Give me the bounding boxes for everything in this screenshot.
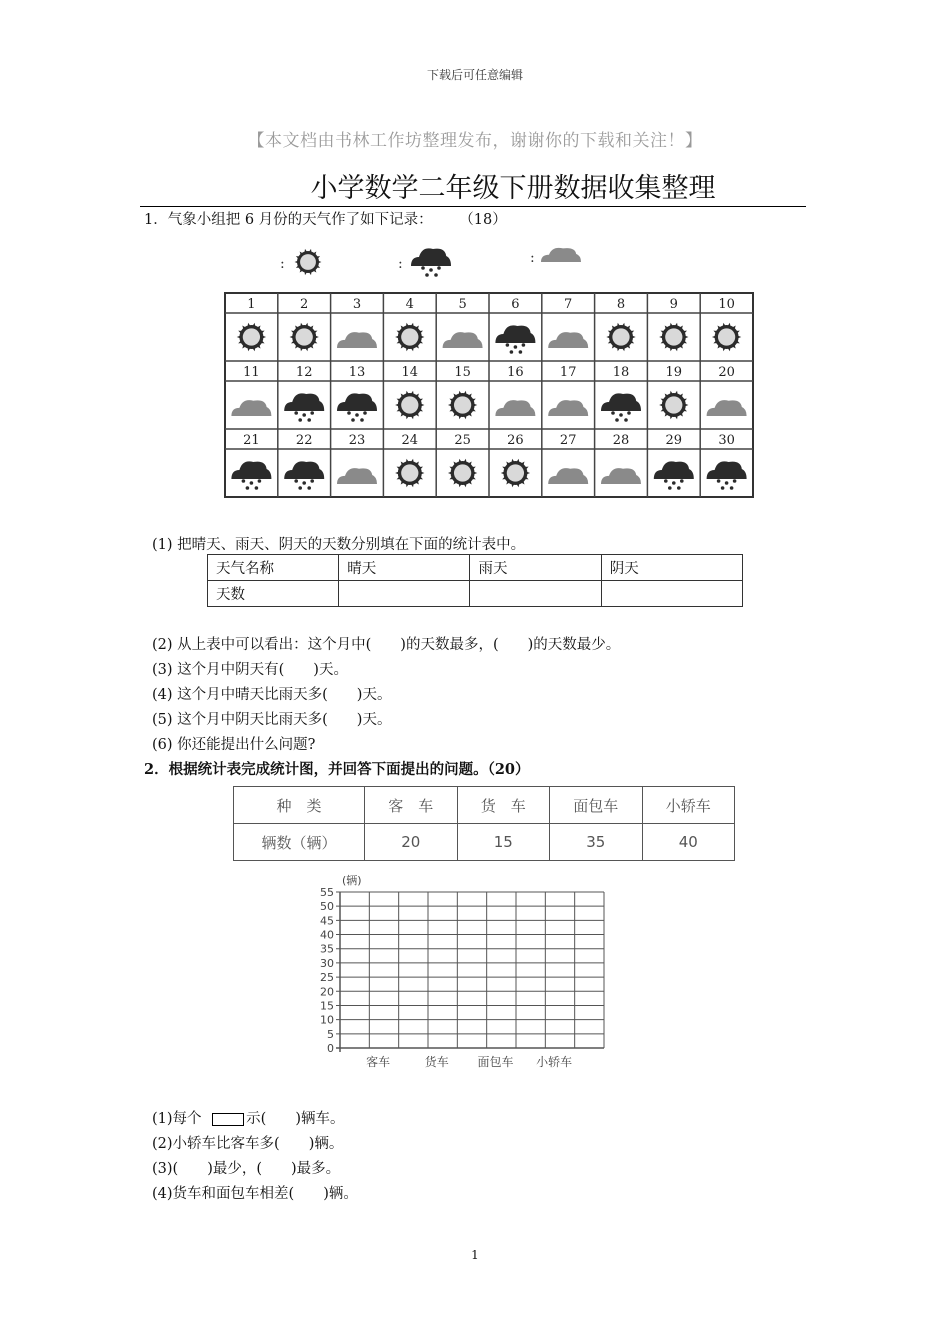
day-number: 30 <box>718 433 735 448</box>
rainy-icon <box>654 461 694 489</box>
table-cell: 15 <box>457 824 550 861</box>
table-cell: 小轿车 <box>642 787 735 824</box>
day-number: 3 <box>352 297 362 312</box>
table-cell: 辆数（辆） <box>234 824 365 861</box>
x-tick-label: 小轿车 <box>536 1055 573 1069</box>
table-cell: 35 <box>550 824 643 861</box>
unit-square-icon <box>212 1113 244 1126</box>
day-number: 13 <box>348 365 366 380</box>
sunny-icon <box>237 323 266 352</box>
sunny-icon <box>659 323 688 352</box>
q1-prompt-text: 1．气象小组把 6 月份的天气作了如下记录： <box>144 212 433 228</box>
table-cell: 20 <box>365 824 458 861</box>
y-axis-label: (辆) <box>342 874 362 887</box>
day-number: 27 <box>559 433 577 448</box>
rainy-icon <box>284 461 324 489</box>
day-number: 11 <box>243 365 260 380</box>
cloudy-icon <box>443 332 483 348</box>
q1-sub4: (4) 这个月中晴天比雨天多( )天。 <box>152 687 392 703</box>
q2-sub3: (3)( )最少，( )最多。 <box>152 1161 341 1177</box>
document-title: 小学数学二年级下册数据收集整理 <box>140 172 806 207</box>
day-number: 19 <box>665 365 683 380</box>
cloudy-icon <box>337 332 377 348</box>
day-number: 1 <box>247 297 256 312</box>
day-number: 5 <box>458 297 467 312</box>
page-number: 1 <box>471 1248 479 1262</box>
y-tick-label: 55 <box>320 886 334 899</box>
y-tick-label: 0 <box>327 1042 334 1055</box>
sunny-icon <box>290 244 326 280</box>
day-number: 2 <box>300 297 309 312</box>
q1-sub2: (2) 从上表中可以看出：这个月中( )的天数最多，( )的天数最少。 <box>152 637 621 653</box>
vehicle-bar-chart <box>300 872 620 1072</box>
day-number: 7 <box>564 297 573 312</box>
day-number: 9 <box>669 297 678 312</box>
legend-colon: : <box>280 256 285 272</box>
table-cell: 天气名称 <box>208 555 339 581</box>
sunny-icon <box>712 323 741 352</box>
table-cell: 货 车 <box>457 787 550 824</box>
rainy-icon <box>495 325 535 353</box>
q2-sub1-pre: (1)每个 <box>152 1111 202 1127</box>
y-tick-label: 20 <box>320 985 334 999</box>
sunny-icon <box>659 391 688 420</box>
q2-prompt: 2．根据统计表完成统计图，并回答下面提出的问题。（20） <box>144 761 530 778</box>
sunny-icon <box>395 459 424 488</box>
table-cell: 天数 <box>208 581 339 607</box>
sunny-icon <box>448 391 477 420</box>
day-number: 18 <box>612 365 630 380</box>
cloudy-icon <box>231 400 271 416</box>
rainy-icon <box>231 461 271 489</box>
rainy-icon <box>408 244 454 280</box>
q2-sub2: (2)小轿车比客车多( )辆。 <box>152 1136 344 1152</box>
table-cell: 客 车 <box>365 787 458 824</box>
y-tick-label: 5 <box>327 1027 334 1041</box>
table-cell: 雨天 <box>470 555 601 581</box>
sunny-icon <box>606 323 635 352</box>
q2-sub4: (4)货车和面包车相差( )辆。 <box>152 1186 358 1202</box>
header-note: 下载后可任意编辑 <box>426 68 523 82</box>
day-number: 28 <box>612 433 630 448</box>
cloudy-icon <box>601 468 641 484</box>
day-number: 20 <box>718 365 735 380</box>
rainy-icon <box>337 393 377 421</box>
answer-cell[interactable] <box>601 581 742 607</box>
table-row <box>234 787 735 824</box>
day-number: 6 <box>511 297 520 312</box>
sunny-icon <box>395 323 424 352</box>
y-tick-label: 15 <box>320 999 334 1013</box>
day-number: 21 <box>243 433 260 448</box>
q2-sub1-post: 示( )辆车。 <box>246 1111 345 1127</box>
y-tick-label: 35 <box>320 942 334 956</box>
x-tick-label: 面包车 <box>477 1055 514 1069</box>
weather-calendar <box>222 290 756 500</box>
table-cell: 面包车 <box>550 787 643 824</box>
q1-sub1: (1) 把晴天、雨天、阴天的天数分别填在下面的统计表中。 <box>152 537 526 553</box>
sunny-icon <box>290 323 319 352</box>
legend-colon: : <box>398 256 403 272</box>
sunny-icon <box>501 459 530 488</box>
rainy-icon <box>601 393 641 421</box>
sunny-icon <box>448 459 477 488</box>
cloudy-icon <box>548 400 588 416</box>
table-row <box>208 555 743 581</box>
table-cell: 种 类 <box>234 787 365 824</box>
day-number: 24 <box>401 433 419 448</box>
day-number: 26 <box>507 433 524 448</box>
table-row <box>208 581 743 607</box>
q1-sub5: (5) 这个月中阴天比雨天多( )天。 <box>152 712 392 728</box>
table-cell: 阴天 <box>601 555 742 581</box>
q1-sub6: (6) 你还能提出什么问题? <box>152 737 316 753</box>
sunny-icon <box>395 391 424 420</box>
y-tick-label: 30 <box>320 956 334 970</box>
cloudy-icon <box>548 332 588 348</box>
day-number: 4 <box>405 297 414 312</box>
x-tick-label: 客车 <box>366 1055 391 1069</box>
y-tick-label: 10 <box>320 1013 334 1027</box>
day-number: 8 <box>616 297 626 312</box>
cloudy-icon <box>538 240 584 268</box>
legend-colon: : <box>530 250 535 266</box>
day-number: 15 <box>454 365 471 380</box>
cloudy-icon <box>707 400 747 416</box>
day-number: 29 <box>665 433 683 448</box>
day-number: 22 <box>295 433 313 448</box>
day-number: 16 <box>507 365 524 380</box>
day-number: 10 <box>718 297 735 312</box>
cloudy-icon <box>548 468 588 484</box>
q1-score: （18） <box>459 212 507 228</box>
q1-prompt <box>144 208 507 229</box>
x-tick-label: 货车 <box>424 1055 449 1069</box>
day-number: 17 <box>559 365 577 380</box>
day-number: 25 <box>454 433 471 448</box>
rainy-icon <box>707 461 747 489</box>
table-cell: 40 <box>642 824 735 861</box>
y-tick-label: 25 <box>320 971 334 985</box>
y-tick-label: 45 <box>320 914 334 928</box>
q1-sub3: (3) 这个月中阴天有( )天。 <box>152 662 348 678</box>
rainy-icon <box>284 393 324 421</box>
day-number: 12 <box>295 365 313 380</box>
vehicle-table <box>233 786 735 861</box>
table-cell: 晴天 <box>339 555 470 581</box>
cloudy-icon <box>495 400 535 416</box>
y-tick-label: 50 <box>320 900 334 914</box>
answer-cell[interactable] <box>470 581 601 607</box>
day-number: 14 <box>401 365 419 380</box>
cloudy-icon <box>337 468 377 484</box>
day-number: 23 <box>348 433 366 448</box>
table-row <box>234 824 735 861</box>
answer-cell[interactable] <box>339 581 470 607</box>
weather-stat-table <box>207 554 743 607</box>
y-tick-label: 40 <box>320 928 334 942</box>
publisher-notice: 【本文档由书林工作坊整理发布，谢谢你的下载和关注！】 <box>247 131 703 151</box>
q2-sub1 <box>152 1107 344 1128</box>
weather-legend <box>280 244 640 280</box>
